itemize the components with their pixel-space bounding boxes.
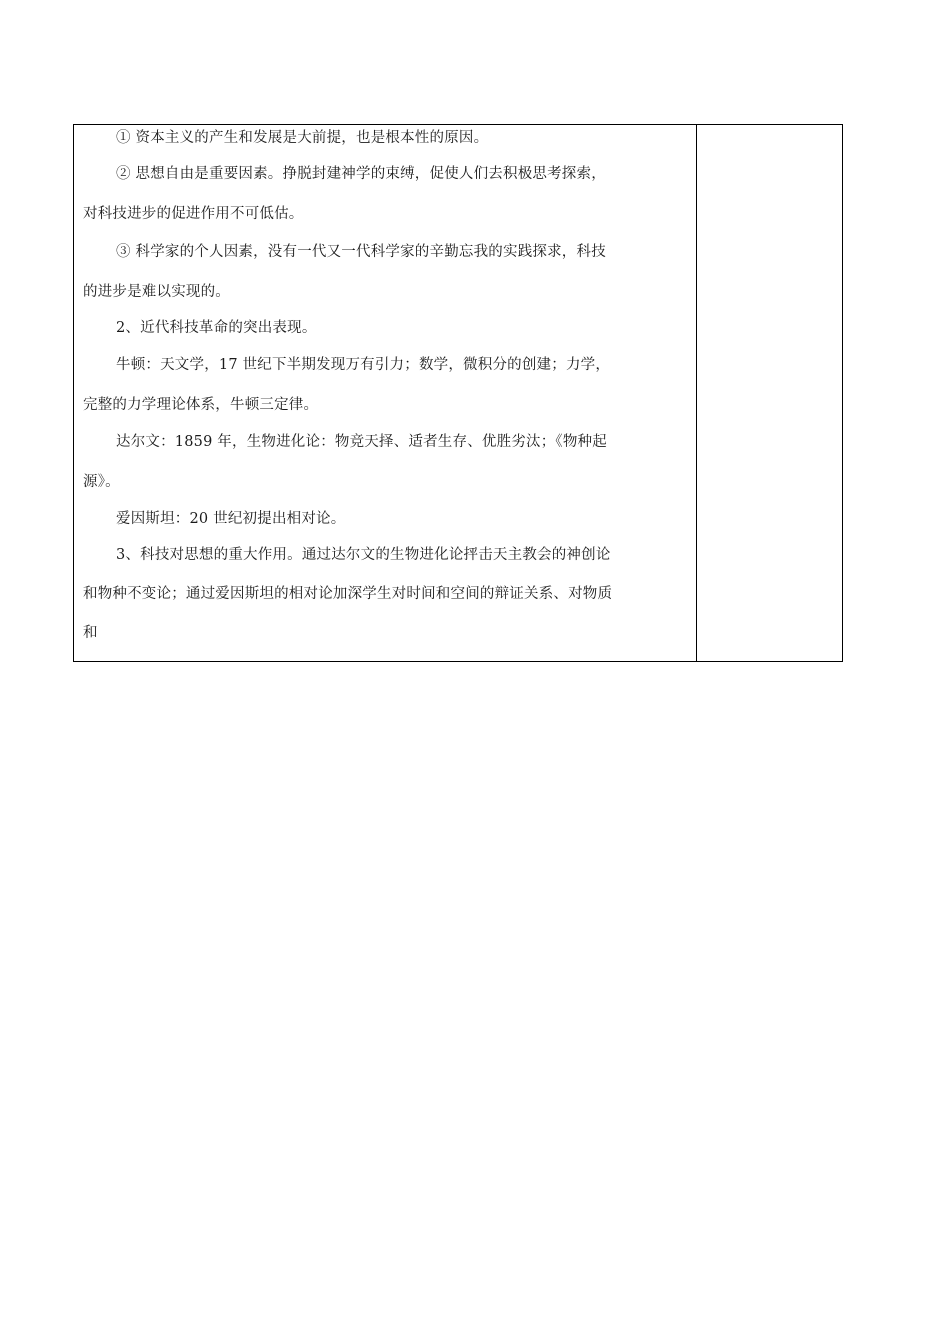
- text-line-13: 和物种不变论；通过爱因斯坦的相对论加深学生对时间和空间的辩证关系、对物质: [83, 586, 613, 602]
- text-line-1: ① 资本主义的产生和发展是大前提，也是根本性的原因。: [116, 130, 489, 146]
- text-line-2: ② 思想自由是重要因素。挣脱封建神学的束缚，促使人们去积极思考探索，: [116, 166, 606, 182]
- text-line-8: 完整的力学理论体系，牛顿三定律。: [83, 397, 319, 413]
- text-line-5: 的进步是难以实现的。: [83, 284, 230, 300]
- text-line-6: 2、近代科技革命的突出表现。: [116, 320, 317, 336]
- text-line-7: 牛顿：天文学，17 世纪下半期发现万有引力；数学，微积分的创建；力学，: [116, 357, 611, 373]
- side-empty-cell: [697, 125, 842, 661]
- text-line-12: 3、科技对思想的重大作用。通过达尔文的生物进化论抨击天主教会的神创论: [116, 547, 611, 563]
- text-line-10: 源》。: [83, 474, 120, 490]
- text-line-9: 达尔文：1859 年，生物进化论：物竞天择、适者生存、优胜劣汰；《物种起: [116, 434, 607, 450]
- text-line-11: 爱因斯坦：20 世纪初提出相对论。: [116, 511, 346, 527]
- text-line-3: 对科技进步的促进作用不可低估。: [83, 206, 304, 222]
- text-line-4: ③ 科学家的个人因素，没有一代又一代科学家的辛勤忘我的实践探求，科技: [116, 244, 606, 260]
- content-table: [73, 124, 843, 662]
- main-content-cell: [74, 125, 697, 661]
- text-line-14: 和: [83, 625, 98, 641]
